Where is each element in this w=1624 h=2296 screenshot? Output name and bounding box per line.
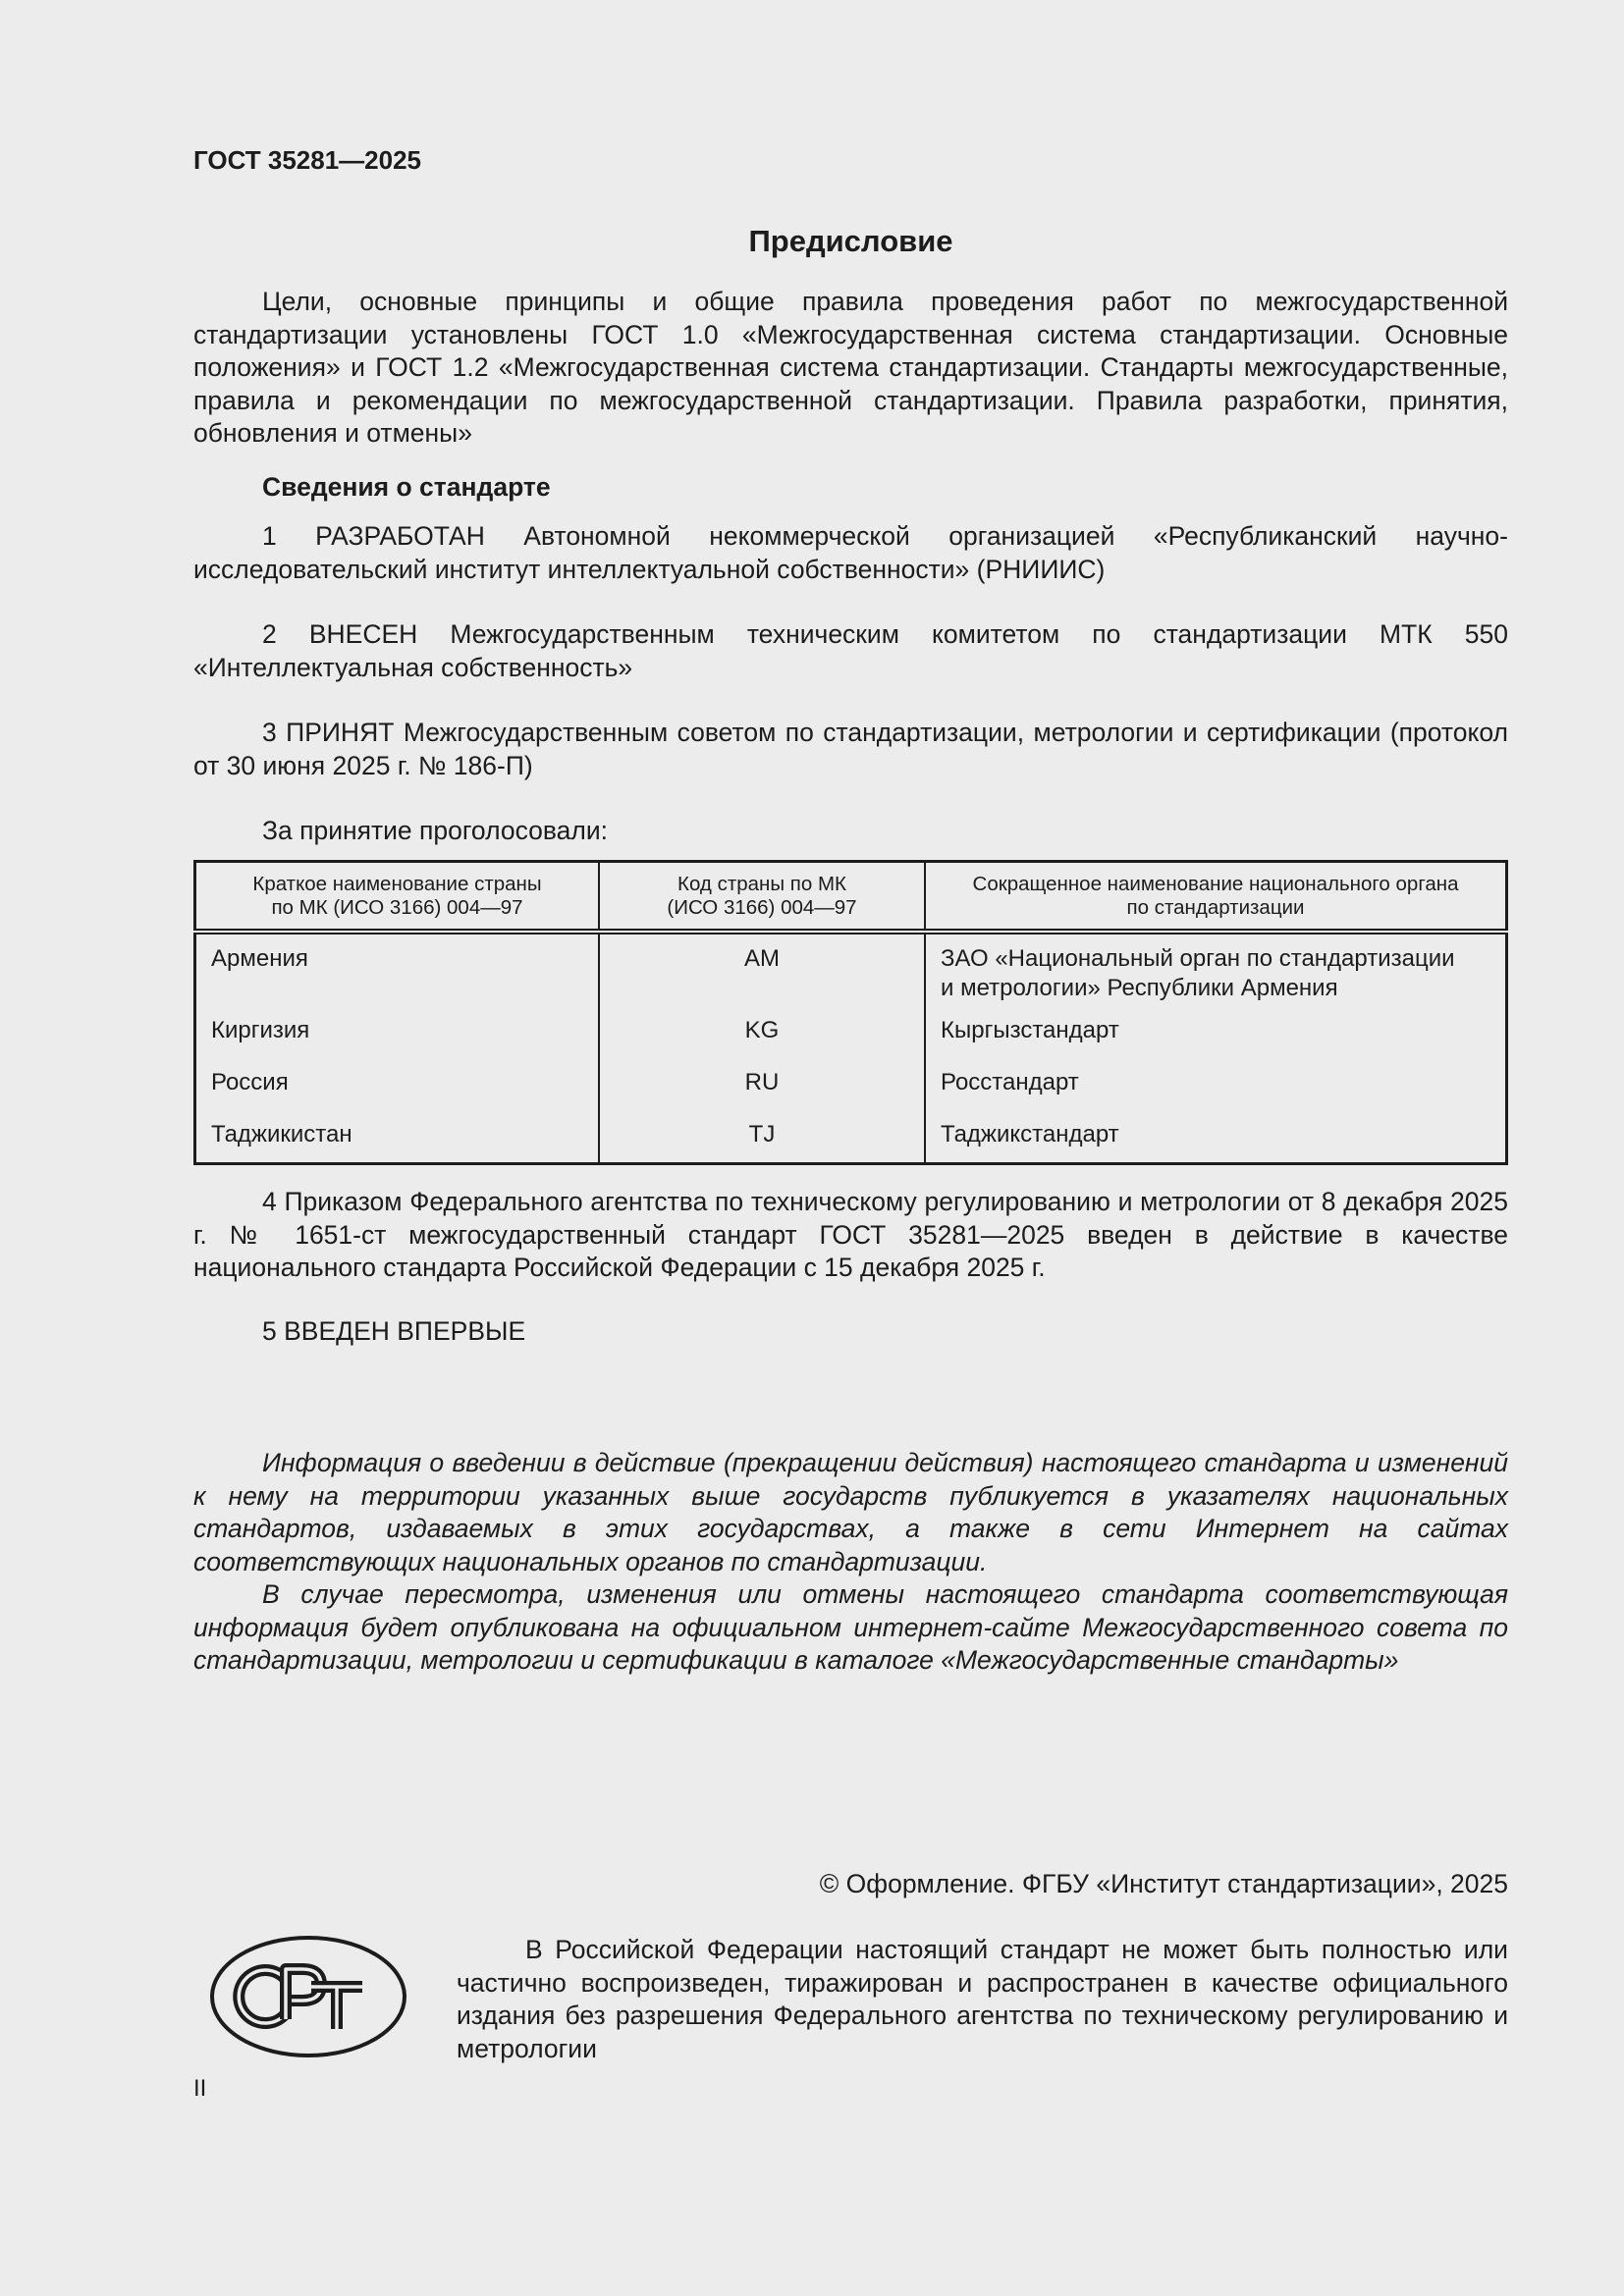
cell-country: Таджикистан: [211, 1121, 352, 1148]
cell-country: Россия: [211, 1069, 289, 1095]
item-adopted: 3 ПРИНЯТ Межгосударственным советом по стандартизации, метрологии и сертификации (протокол от 30 июня 2025 г. № 186-П): [193, 718, 1508, 780]
voted-label: За принятие проголосовали:: [262, 816, 609, 845]
item-first-introduced: 5 ВВЕДЕН ВПЕРВЫЕ: [262, 1316, 526, 1346]
page-number: II: [193, 2075, 207, 2102]
column-header-national-body: Сокращенное наименование национального органа по стандартизации: [925, 862, 1507, 933]
rights-notice: В Российской Федерации настоящий стандарт не может быть полностью или частично воспроизведен, тиражирован и распространен в качестве официального издания без разрешения Федерального агентства по техническому регулированию и метрологии: [457, 1935, 1508, 2063]
table-row: [195, 932, 1507, 1013]
cell-code: TJ: [599, 1117, 925, 1164]
document-page: [193, 0, 1508, 2296]
cell-country: Армения: [211, 945, 308, 972]
cell-national-body: Кыргызстандарт: [925, 1013, 1507, 1065]
column-header-code: Код страны по МК (ИСО 3166) 004—97: [599, 862, 925, 933]
cell-code: RU: [599, 1065, 925, 1117]
notice-paragraph-revision: В случае пересмотра, изменения или отмены настоящего стандарта соответствующая информация будет опубликована на официальном интернет-сайте Межгосударственного совета по стандартизации, метрологии и сертификации в каталоге «Межгосударственные стандарты»: [193, 1579, 1508, 1675]
cell-code: AM: [599, 932, 925, 1013]
notice-paragraph-publication: Информация о введении в действие (прекращении действия) настоящего стандарта и изменений к нему на территории указанных выше государств публикуется в указателях национальных стандартов, издаваемых в этих государствах, а также в сети Интернет на сайтах соответствующих национальных органов по стандартизации.: [193, 1448, 1508, 1576]
table-row: [195, 1065, 1507, 1117]
column-header-country: Краткое наименование страны по МК (ИСО 3166) 004—97: [195, 862, 600, 933]
table-row: [195, 1013, 1507, 1065]
cell-national-body: ЗАО «Национальный орган по стандартизации и метрологии» Республики Армения: [925, 932, 1507, 1013]
cell-national-body: Таджикстандарт: [925, 1117, 1507, 1164]
cell-code: KG: [599, 1013, 925, 1065]
section-heading: Сведения о стандарте: [262, 472, 551, 502]
item-enacted: 4 Приказом Федерального агентства по техническому регулированию и метрологии от 8 декабря 2025 г. № 1651-ст межгосударственный стандарт ГОСТ 35281—2025 введен в действие в качестве национального стандарта Российской Федерации с 15 декабря 2025 г.: [193, 1187, 1508, 1282]
intro-paragraph: Цели, основные принципы и общие правила проведения работ по межгосударственной стандартизации установлены ГОСТ 1.0 «Межгосударственная система стандартизации. Основные положения» и ГОСТ 1.2 «Межгосударственная система стандартизации. Стандарты межгосударственные, правила и рекомендации по межгосударственной стандартизации. Правила разработки, принятия, обновления и отмены»: [193, 287, 1508, 448]
table-row: [195, 1117, 1507, 1164]
voting-countries-table: [193, 860, 1508, 1165]
item-submitted: 2 ВНЕСЕН Межгосударственным техническим комитетом по стандартизации МТК 550 «Интеллектуальная собственность»: [193, 619, 1508, 682]
page-title: Предисловие: [748, 224, 953, 258]
cell-country: Киргизия: [211, 1017, 310, 1043]
copyright-line: © Оформление. ФГБУ «Институт стандартизации», 2025: [819, 1869, 1508, 1898]
document-code: ГОСТ 35281—2025: [193, 145, 421, 175]
table-header-row: [195, 862, 1507, 933]
item-developed: 1 РАЗРАБОТАН Автономной некоммерческой организацией «Республиканский научно-исследовательский институт интеллектуальной собственности» (РНИИИС): [193, 521, 1508, 584]
rst-certification-mark-icon: [209, 1935, 407, 2058]
cell-national-body: Росстандарт: [925, 1065, 1507, 1117]
